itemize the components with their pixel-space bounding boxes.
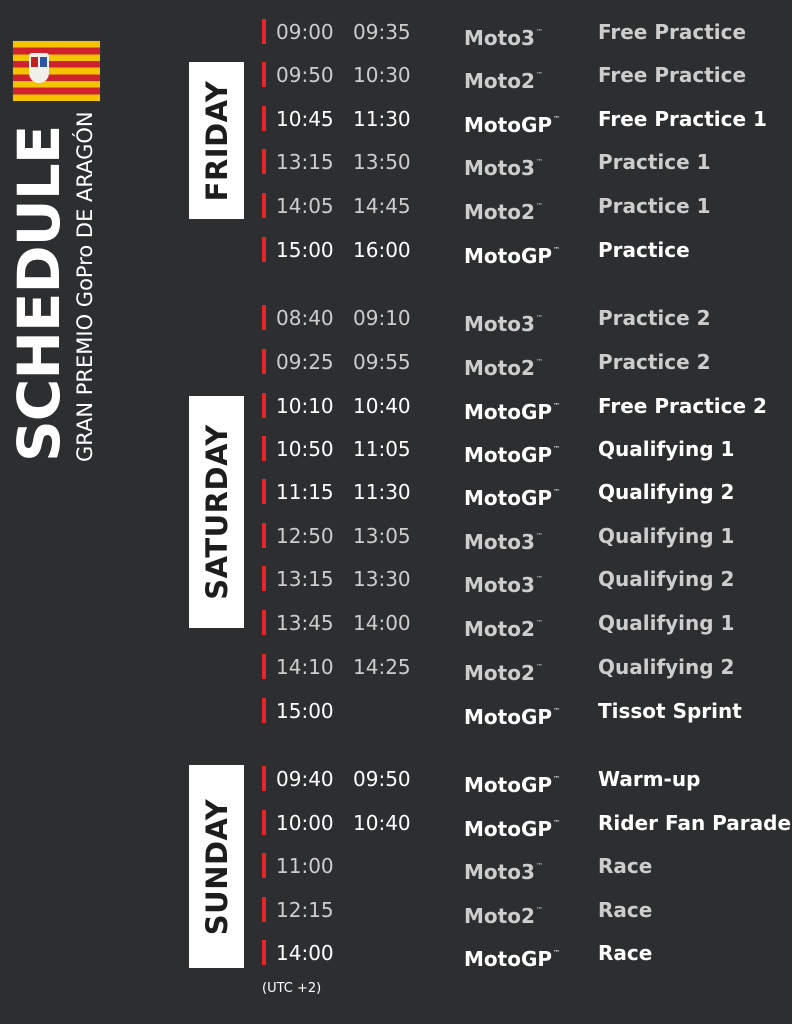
- session-name: Free Practice 1: [598, 107, 767, 131]
- schedule-row: [262, 146, 787, 180]
- end-time: 16:00: [353, 238, 411, 262]
- day-label-text: SATURDAY: [199, 424, 234, 600]
- class-name: [464, 20, 543, 50]
- class-name: [464, 767, 560, 797]
- row-marker: [262, 940, 266, 965]
- row-marker: [262, 349, 266, 374]
- trademark-mark: ™: [535, 358, 543, 366]
- row-marker: [262, 149, 266, 174]
- start-time: 10:45: [276, 107, 334, 131]
- end-time: 09:35: [353, 20, 411, 44]
- timezone-note: (UTC +2): [262, 981, 322, 996]
- trademark-mark: ™: [535, 575, 543, 583]
- trademark-mark: ™: [535, 202, 543, 210]
- class-label: Moto2: [464, 904, 535, 928]
- row-marker: [262, 436, 266, 461]
- session-name: Warm-up: [598, 767, 701, 791]
- trademark-mark: ™: [553, 246, 561, 254]
- class-name: [464, 567, 543, 597]
- start-time: 08:40: [276, 306, 334, 330]
- class-name: [464, 63, 543, 93]
- trademark-mark: ™: [535, 906, 543, 914]
- class-label: Moto2: [464, 356, 535, 380]
- start-time: 10:50: [276, 437, 334, 461]
- class-name: [464, 394, 560, 424]
- trademark-mark: ™: [535, 862, 543, 870]
- row-marker: [262, 897, 266, 922]
- trademark-mark: ™: [535, 314, 543, 322]
- end-time: 13:05: [353, 524, 411, 548]
- session-name: Qualifying 1: [598, 437, 735, 461]
- trademark-mark: ™: [553, 949, 561, 957]
- session-name: Qualifying 1: [598, 524, 735, 548]
- page-title-block: [5, 111, 98, 462]
- session-name: Qualifying 2: [598, 480, 735, 504]
- start-time: 15:00: [276, 238, 334, 262]
- schedule-row: [262, 190, 787, 224]
- row-marker: [262, 566, 266, 591]
- row-marker: [262, 305, 266, 330]
- schedule-row: [262, 302, 787, 336]
- row-marker: [262, 393, 266, 418]
- schedule-row: [262, 103, 787, 137]
- row-marker: [262, 479, 266, 504]
- schedule-row: [262, 695, 787, 729]
- start-time: 10:00: [276, 811, 334, 835]
- class-name: [464, 238, 560, 268]
- start-time: 13:15: [276, 150, 334, 174]
- session-name: Race: [598, 854, 653, 878]
- class-name: [464, 941, 560, 971]
- class-name: [464, 480, 560, 510]
- start-time: 13:45: [276, 611, 334, 635]
- start-time: 09:40: [276, 767, 334, 791]
- row-marker: [262, 810, 266, 835]
- day-label-text: FRIDAY: [199, 80, 234, 201]
- row-marker: [262, 62, 266, 87]
- class-name: [464, 437, 560, 467]
- schedule-row: [262, 563, 787, 597]
- class-label: Moto2: [464, 661, 535, 685]
- class-name: [464, 898, 543, 928]
- end-time: 09:10: [353, 306, 411, 330]
- schedule-row: [262, 476, 787, 510]
- start-time: 13:15: [276, 567, 334, 591]
- trademark-mark: ™: [553, 402, 561, 410]
- row-marker: [262, 610, 266, 635]
- class-label: Moto3: [464, 860, 535, 884]
- session-name: Qualifying 2: [598, 567, 735, 591]
- end-time: 09:50: [353, 767, 411, 791]
- start-time: 12:50: [276, 524, 334, 548]
- coat-of-arms-icon: [29, 53, 49, 83]
- session-name: Practice 2: [598, 306, 711, 330]
- day-label-saturday: [189, 396, 244, 628]
- schedule-row: [262, 763, 787, 797]
- row-marker: [262, 766, 266, 791]
- end-time: 14:45: [353, 194, 411, 218]
- session-name: Rider Fan Parade: [598, 811, 792, 835]
- schedule-row: [262, 850, 787, 884]
- trademark-mark: ™: [535, 663, 543, 671]
- schedule-row: [262, 937, 787, 971]
- day-label-text: SUNDAY: [199, 798, 234, 935]
- session-name: Practice 1: [598, 194, 711, 218]
- class-name: [464, 699, 560, 729]
- day-label-friday: [189, 62, 244, 219]
- trademark-mark: ™: [553, 819, 561, 827]
- aragon-flag-icon: [12, 40, 101, 102]
- class-label: Moto3: [464, 156, 535, 180]
- class-label: Moto2: [464, 200, 535, 224]
- trademark-mark: ™: [553, 445, 561, 453]
- end-time: 10:30: [353, 63, 411, 87]
- day-label-sunday: [189, 765, 244, 968]
- class-name: [464, 611, 543, 641]
- class-name: [464, 524, 543, 554]
- start-time: 14:05: [276, 194, 334, 218]
- class-label: Moto2: [464, 617, 535, 641]
- start-time: 15:00: [276, 699, 334, 723]
- class-label: MotoGP: [464, 817, 553, 841]
- session-name: Race: [598, 941, 653, 965]
- class-label: MotoGP: [464, 773, 553, 797]
- session-name: Practice 2: [598, 350, 711, 374]
- row-marker: [262, 106, 266, 131]
- schedule-row: [262, 520, 787, 554]
- start-time: 09:00: [276, 20, 334, 44]
- end-time: 09:55: [353, 350, 411, 374]
- start-time: 11:00: [276, 854, 334, 878]
- trademark-mark: ™: [535, 158, 543, 166]
- class-name: [464, 306, 543, 336]
- start-time: 12:15: [276, 898, 334, 922]
- trademark-mark: ™: [535, 619, 543, 627]
- row-marker: [262, 654, 266, 679]
- schedule-row: [262, 607, 787, 641]
- end-time: 13:50: [353, 150, 411, 174]
- schedule-row: [262, 16, 787, 50]
- schedule-row: [262, 807, 792, 841]
- class-label: Moto3: [464, 312, 535, 336]
- end-time: 13:30: [353, 567, 411, 591]
- session-name: Practice 1: [598, 150, 711, 174]
- row-marker: [262, 523, 266, 548]
- class-name: [464, 194, 543, 224]
- start-time: 09:50: [276, 63, 334, 87]
- row-marker: [262, 853, 266, 878]
- class-label: MotoGP: [464, 400, 553, 424]
- schedule-row: [262, 59, 787, 93]
- class-label: Moto2: [464, 69, 535, 93]
- event-subtitle: GRAN PREMIO GoPro DE ARAGÓN: [73, 111, 97, 462]
- start-time: 11:15: [276, 480, 334, 504]
- page-title: SCHEDULE: [5, 125, 73, 462]
- class-label: Moto3: [464, 530, 535, 554]
- session-name: Free Practice: [598, 63, 747, 87]
- class-name: [464, 655, 543, 685]
- schedule-row: [262, 651, 787, 685]
- schedule-row: [262, 390, 787, 424]
- session-name: Tissot Sprint: [598, 699, 742, 723]
- row-marker: [262, 698, 266, 723]
- row-marker: [262, 237, 266, 262]
- class-name: [464, 107, 560, 137]
- class-label: MotoGP: [464, 113, 553, 137]
- schedule-row: [262, 234, 787, 268]
- trademark-mark: ™: [535, 71, 543, 79]
- session-name: Free Practice: [598, 20, 747, 44]
- session-name: Free Practice 2: [598, 394, 767, 418]
- class-name: [464, 350, 543, 380]
- row-marker: [262, 19, 266, 44]
- session-name: Race: [598, 898, 653, 922]
- class-label: Moto3: [464, 26, 535, 50]
- start-time: 14:10: [276, 655, 334, 679]
- start-time: 10:10: [276, 394, 334, 418]
- start-time: 14:00: [276, 941, 334, 965]
- end-time: 11:30: [353, 107, 411, 131]
- session-name: Qualifying 1: [598, 611, 735, 635]
- end-time: 10:40: [353, 811, 411, 835]
- class-label: MotoGP: [464, 486, 553, 510]
- end-time: 10:40: [353, 394, 411, 418]
- start-time: 09:25: [276, 350, 334, 374]
- trademark-mark: ™: [535, 28, 543, 36]
- trademark-mark: ™: [553, 115, 561, 123]
- row-marker: [262, 193, 266, 218]
- class-label: Moto3: [464, 573, 535, 597]
- trademark-mark: ™: [553, 707, 561, 715]
- class-label: MotoGP: [464, 947, 553, 971]
- end-time: 14:25: [353, 655, 411, 679]
- class-name: [464, 854, 543, 884]
- session-name: Practice: [598, 238, 690, 262]
- class-label: MotoGP: [464, 443, 553, 467]
- end-time: 14:00: [353, 611, 411, 635]
- class-name: [464, 811, 560, 841]
- class-label: MotoGP: [464, 705, 553, 729]
- end-time: 11:30: [353, 480, 411, 504]
- session-name: Qualifying 2: [598, 655, 735, 679]
- schedule-row: [262, 433, 787, 467]
- trademark-mark: ™: [553, 775, 561, 783]
- class-name: [464, 150, 543, 180]
- trademark-mark: ™: [553, 488, 561, 496]
- class-label: MotoGP: [464, 244, 553, 268]
- schedule-row: [262, 346, 787, 380]
- end-time: 11:05: [353, 437, 411, 461]
- schedule-row: [262, 894, 787, 928]
- trademark-mark: ™: [535, 532, 543, 540]
